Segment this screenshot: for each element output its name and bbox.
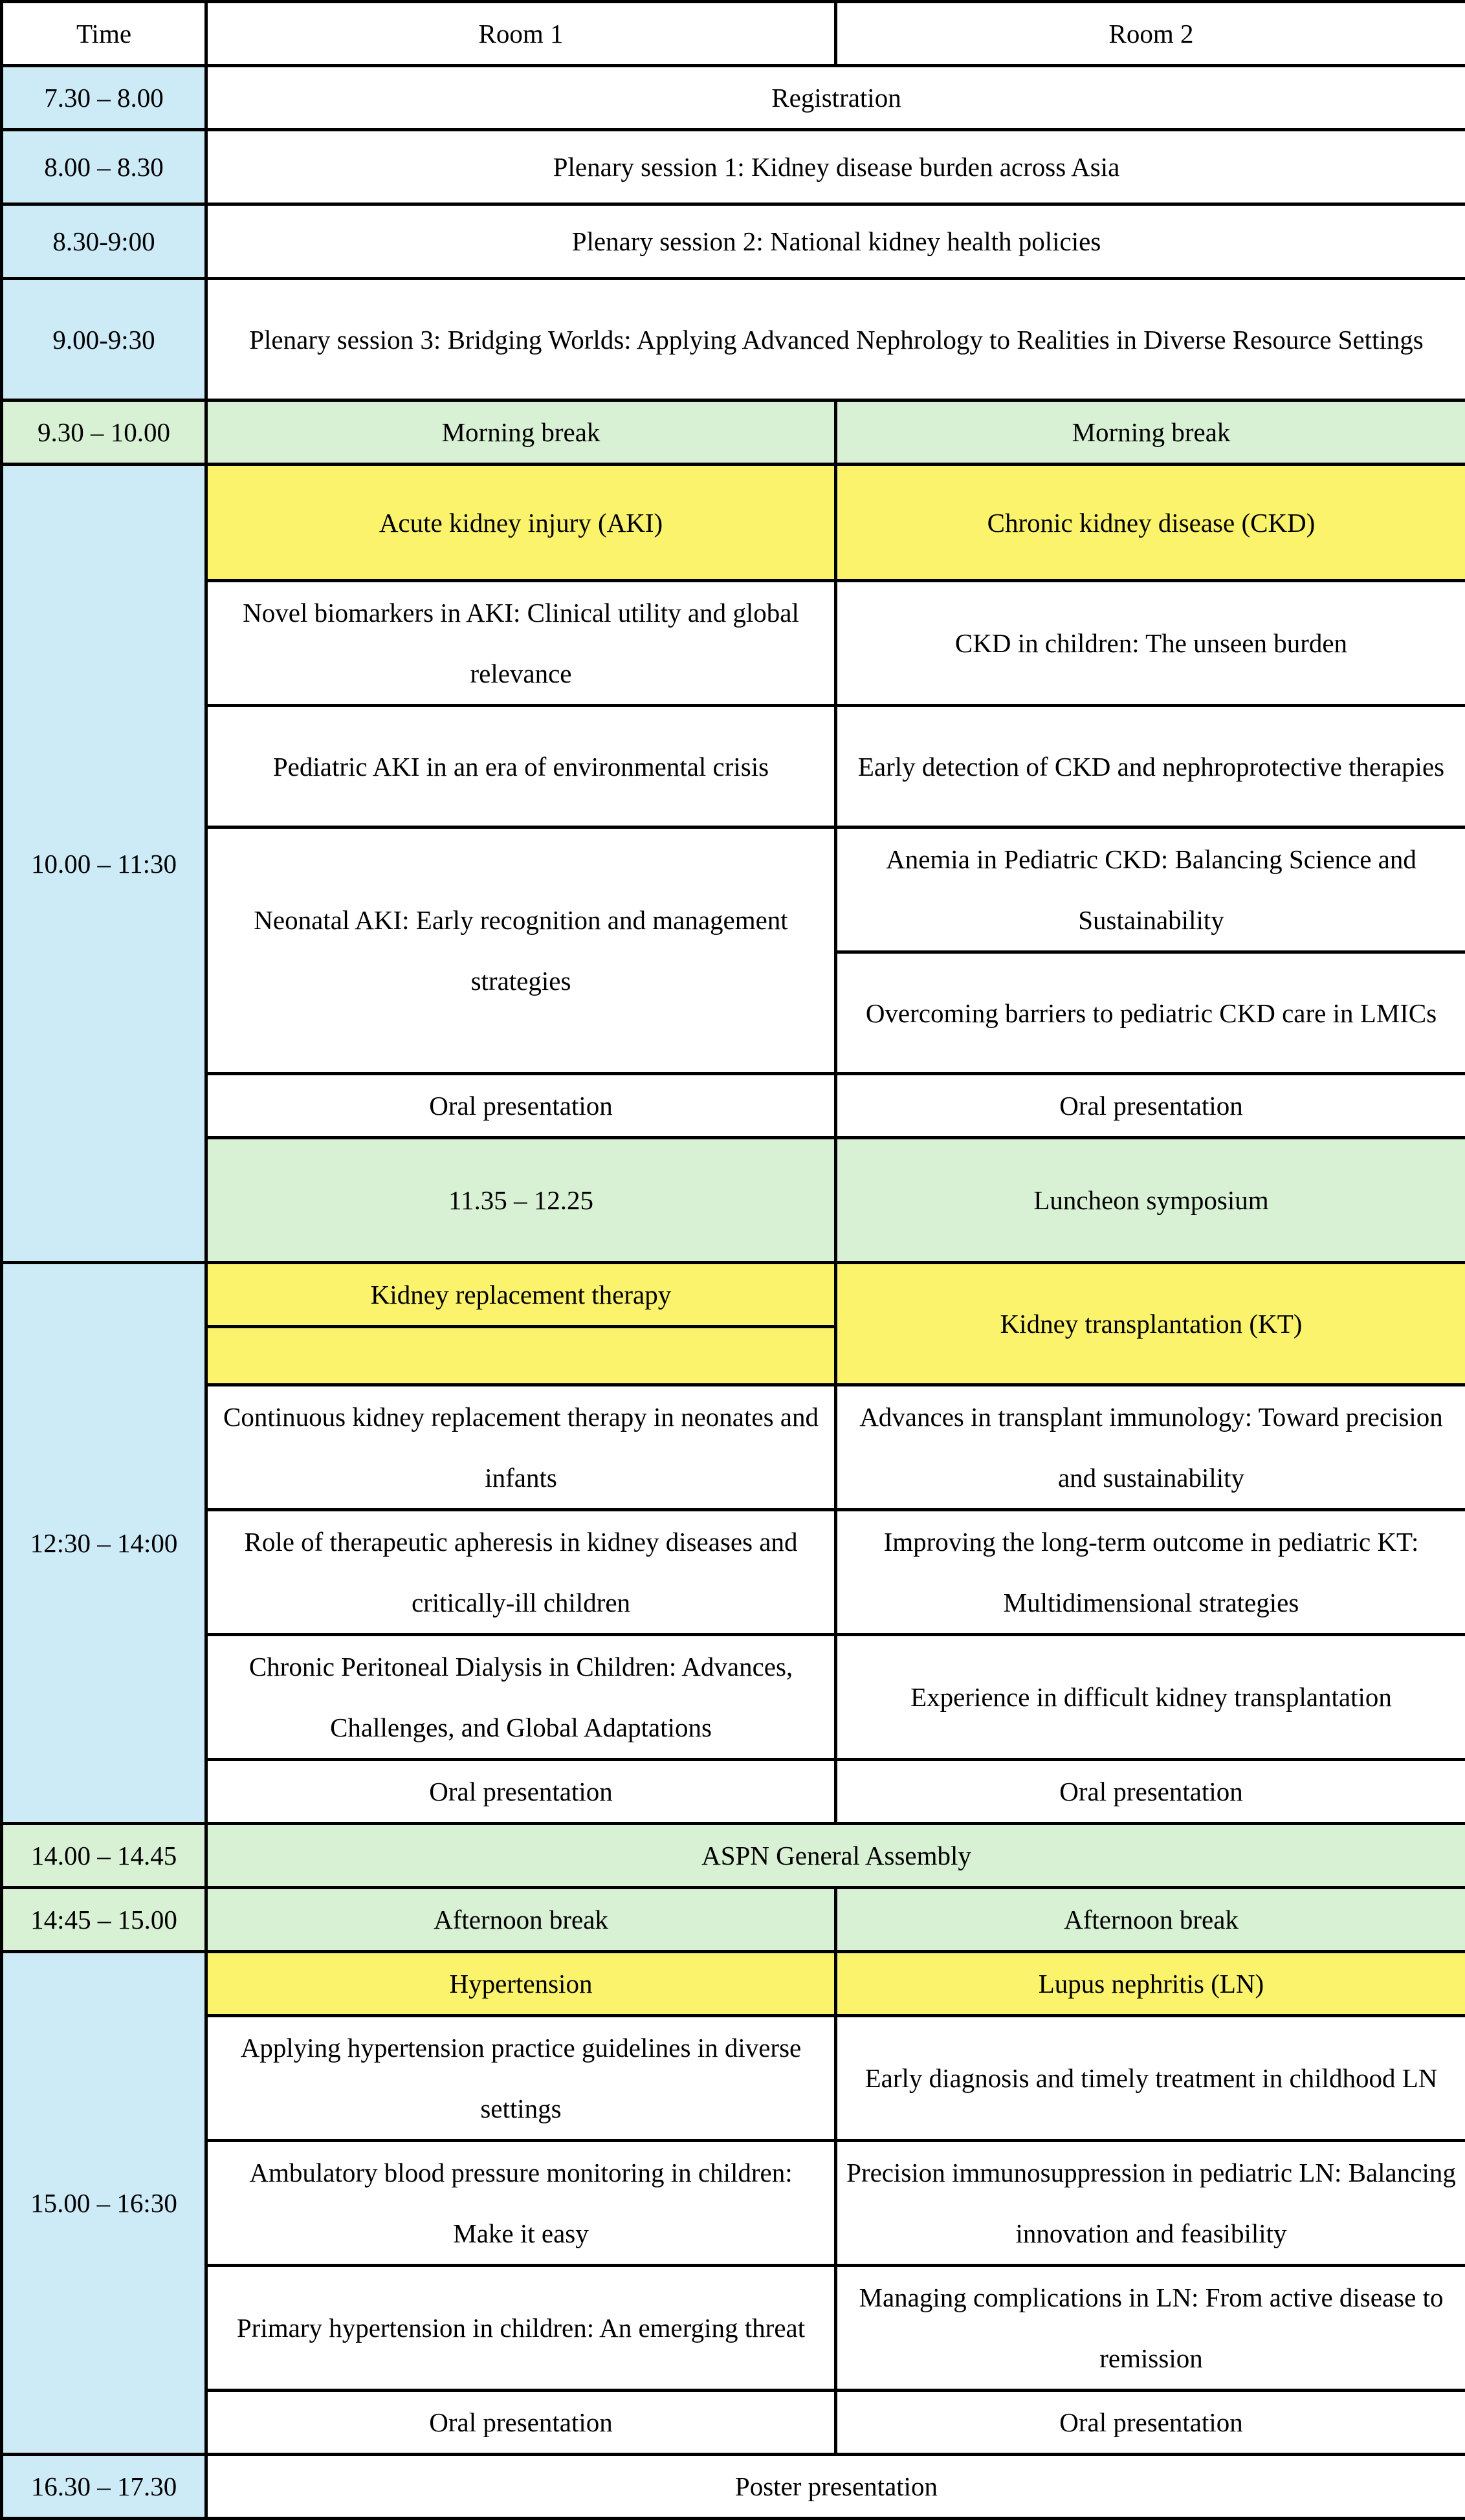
luncheon-room1: Luncheon symposium [836,1138,1465,1263]
session2-room2-talk: Advances in transplant immunology: Toward precision and sustainability [836,1385,1465,1510]
assembly-title: ASPN General Assembly [206,1824,1465,1888]
morning-break-time: 9.30 – 10.00 [2,400,206,465]
session3-room2-talk: Managing complications in LN: From active disease to remission [836,2266,1465,2391]
header-room1: Room 1 [206,2,836,66]
session1-room2-talk: Anemia in Pediatric CKD: Balancing Science and Sustainability [836,827,1465,952]
luncheon-time: 11.35 – 12.25 [206,1138,836,1263]
session1-room1-talk: Novel biomarkers in AKI: Clinical utility and global relevance [206,581,836,706]
session1-oral-row [2,1074,1465,1138]
session3-room1-topic: Hypertension [206,1952,836,2016]
session3-topic-row [2,1952,1465,2016]
plenary2-title: Plenary session 2: National kidney health policies [206,204,1465,279]
session2-talk-row [2,1510,1465,1635]
afternoon-break-row [2,1888,1465,1952]
session2-topic-row [2,1263,1465,1327]
session1-room1-talk: Pediatric AKI in an era of environmental crisis [206,706,836,827]
session2-room1-talk: Role of therapeutic apheresis in kidney diseases and critically-ill children [206,1510,836,1635]
session1-room1-talk: Neonatal AKI: Early recognition and management strategies [206,827,836,1074]
session3-time: 15.00 – 16:30 [2,1952,206,2455]
session2-room1-oral: Oral presentation [206,1760,836,1824]
session1-room1-topic: Acute kidney injury (AKI) [206,465,836,581]
poster-time: 16.30 – 17.30 [2,2455,206,2519]
assembly-time: 14.00 – 14.45 [2,1824,206,1888]
morning-break-row [2,400,1465,465]
session1-talk-row [2,581,1465,706]
session2-room2-talk: Experience in difficult kidney transplantation [836,1635,1465,1760]
session3-talk-row [2,2266,1465,2391]
session3-room1-talk: Primary hypertension in children: An emerging threat [206,2266,836,2391]
session2-oral-row [2,1760,1465,1824]
registration-title: Registration [206,66,1465,130]
session3-room2-topic: Lupus nephritis (LN) [836,1952,1465,2016]
luncheon-row [2,1138,1465,1263]
morning-break-room2: Morning break [836,400,1465,465]
session1-topic-row [2,465,1465,581]
session2-room1-topic: Kidney replacement therapy [206,1263,836,1327]
session3-room2-talk: Early diagnosis and timely treatment in childhood LN [836,2016,1465,2141]
session2-room2-topic: Kidney transplantation (KT) [836,1263,1465,1385]
assembly-row [2,1824,1465,1888]
session1-room2-oral: Oral presentation [836,1074,1465,1138]
plenary1-time: 8.00 – 8.30 [2,130,206,204]
afternoon-break-room2: Afternoon break [836,1888,1465,1952]
plenary3-row [2,279,1465,400]
session2-room1-talk: Continuous kidney replacement therapy in neonates and infants [206,1385,836,1510]
plenary1-row [2,130,1465,204]
session1-room2-talk: Early detection of CKD and nephroprotective therapies [836,706,1465,827]
session3-oral-row [2,2391,1465,2455]
poster-row [2,2455,1465,2519]
session1-talk-row [2,827,1465,952]
session2-room1-talk: Chronic Peritoneal Dialysis in Children: Advances, Challenges, and Global Adaptations [206,1635,836,1760]
session3-talk-row [2,2016,1465,2141]
session1-room2-topic: Chronic kidney disease (CKD) [836,465,1465,581]
session1-room2-talk: Overcoming barriers to pediatric CKD care in LMICs [836,952,1465,1074]
plenary2-row [2,204,1465,279]
registration-time: 7.30 – 8.00 [2,66,206,130]
poster-title: Poster presentation [206,2455,1465,2519]
header-row [2,2,1465,66]
plenary2-time: 8.30-9:00 [2,204,206,279]
session3-room2-talk: Precision immunosuppression in pediatric LN: Balancing innovation and feasibility [836,2141,1465,2266]
session2-talk-row [2,1635,1465,1760]
session1-time: 10.00 – 11:30 [2,465,206,1263]
plenary1-title: Plenary session 1: Kidney disease burden across Asia [206,130,1465,204]
header-time: Time [2,2,206,66]
registration-row [2,66,1465,130]
morning-break-room1: Morning break [206,400,836,465]
session1-room1-oral: Oral presentation [206,1074,836,1138]
session3-room2-oral: Oral presentation [836,2391,1465,2455]
session3-room1-talk: Applying hypertension practice guidelines in diverse settings [206,2016,836,2141]
session1-room2-talk: CKD in children: The unseen burden [836,581,1465,706]
session3-room1-talk: Ambulatory blood pressure monitoring in children: Make it easy [206,2141,836,2266]
session3-talk-row [2,2141,1465,2266]
session2-room2-oral: Oral presentation [836,1760,1465,1824]
afternoon-break-time: 14:45 – 15.00 [2,1888,206,1952]
session2-room2-talk: Improving the long-term outcome in pediatric KT: Multidimensional strategies [836,1510,1465,1635]
afternoon-break-room1: Afternoon break [206,1888,836,1952]
session2-time: 12:30 – 14:00 [2,1263,206,1824]
session3-room1-oral: Oral presentation [206,2391,836,2455]
session2-talk-row [2,1385,1465,1510]
session1-talk-row [2,706,1465,827]
plenary3-time: 9.00-9:30 [2,279,206,400]
header-room2: Room 2 [836,2,1465,66]
plenary3-title: Plenary session 3: Bridging Worlds: Applying Advanced Nephrology to Realities in Diverse Resource Settings [206,279,1465,400]
session2-room1-topic-blank [206,1327,836,1385]
